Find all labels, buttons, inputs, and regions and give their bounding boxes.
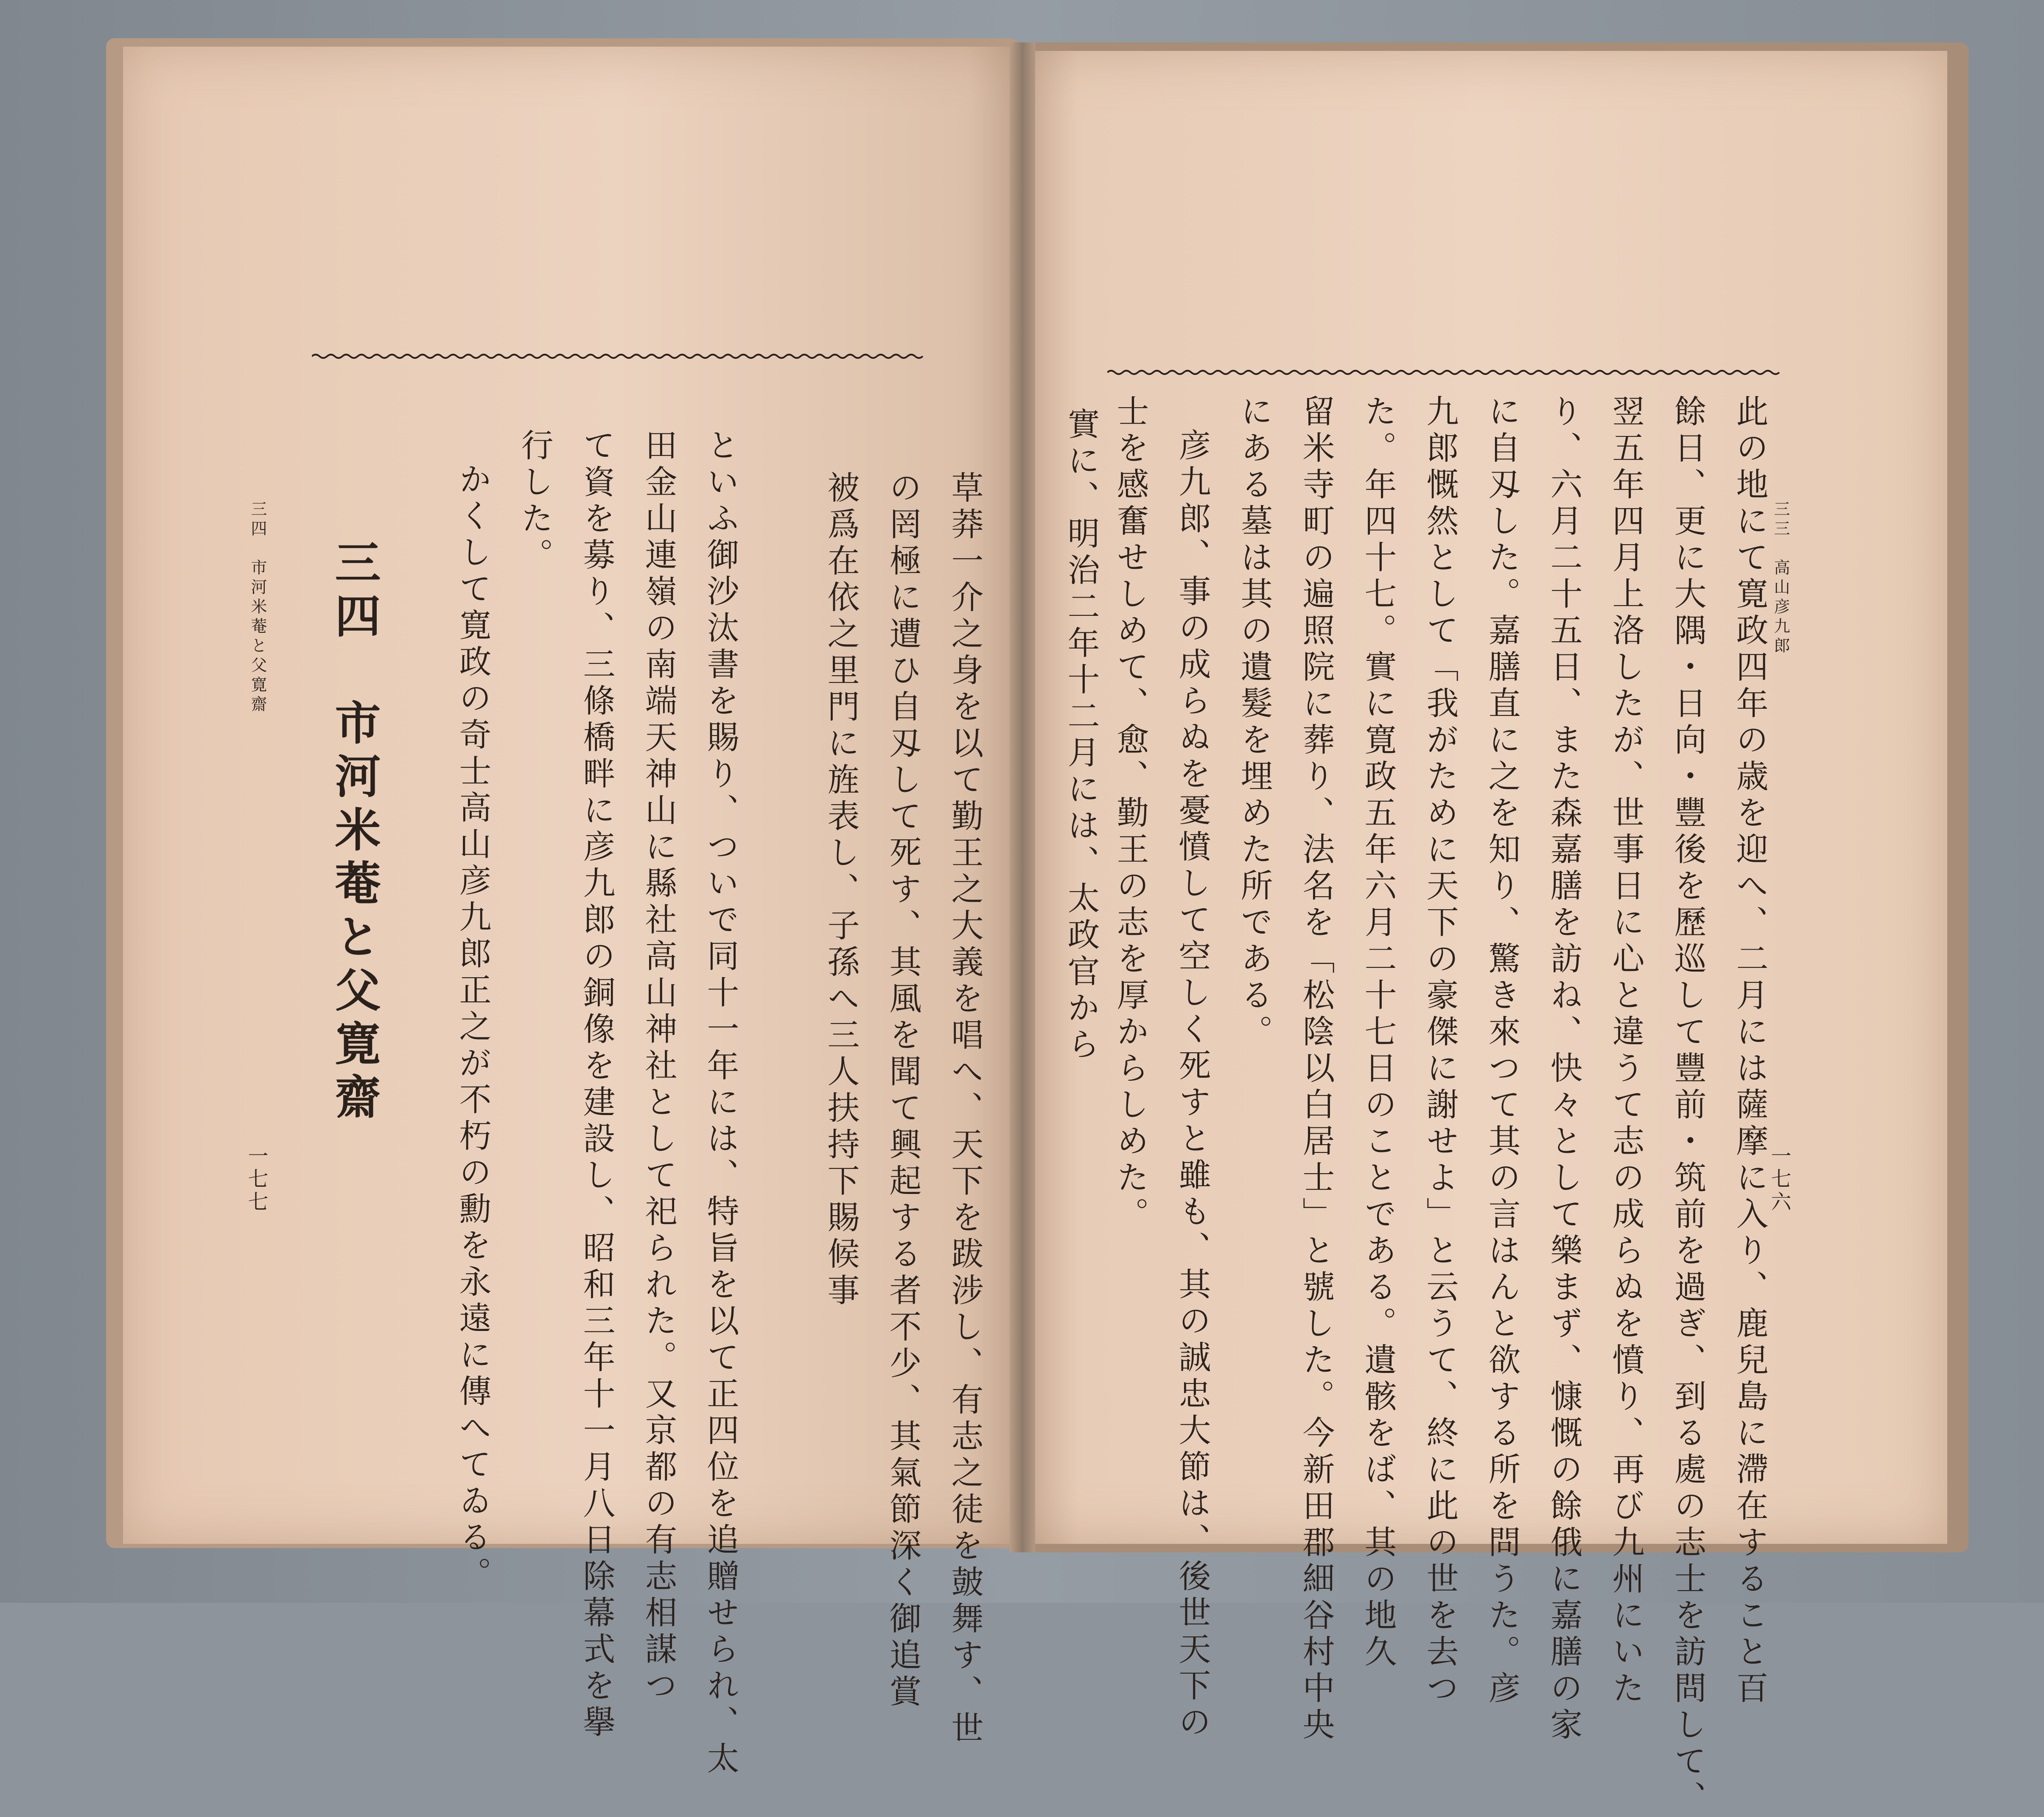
right-text-line-10: 彦九郎、事の成らぬを憂憤して空しく死すと雖も、其の誠忠大節は、後世天下の bbox=[1173, 428, 1211, 1742]
right-text-line-6: 九郎慨然として「我がために天下の豪傑に謝せよ」と云うて、終に此の世を去つ bbox=[1421, 394, 1459, 1708]
right-text-line-1: 此の地にて寛政四年の歳を迎へ、二月には薩摩に入り、鹿兒島に滯在すること百 bbox=[1731, 394, 1769, 1708]
right-text-line-8: 留米寺町の遍照院に葬り、法名を「松陰以白居士」と號した。今新田郡細谷村中央 bbox=[1297, 394, 1335, 1744]
right-page-number: 一七六 bbox=[1767, 1145, 1791, 1214]
left-page-number: 一七七 bbox=[244, 1145, 268, 1214]
right-text-line-7: た。年四十七。實に寛政五年六月二十七日のことである。遺骸をば、其の地久 bbox=[1359, 394, 1397, 1671]
right-text-line-12: 實に、明治二年十二月には、太政官から bbox=[1062, 407, 1100, 1064]
right-text-line-9: にある墓は其の遺髮を埋めた所である。 bbox=[1235, 394, 1273, 1051]
left-quote-line-1: 草莽一介之身を以て勤王之大義を唱へ、天下を跋涉し、有志之徒を皷舞す、世 bbox=[946, 471, 984, 1747]
left-body-line-4: 行した。 bbox=[516, 428, 554, 574]
right-running-header: 三三 高山彦九郎 bbox=[1771, 500, 1790, 657]
right-text-line-4: り、六月二十五日、また森嘉膳を訪ね、快々として樂まず、慷慨の餘俄に嘉膳の家 bbox=[1545, 394, 1583, 1744]
right-text-line-5: に自刄した。嘉膳直に之を知り、驚き來つて其の言はんと欲する所を問うた。彦 bbox=[1483, 394, 1521, 1708]
wavy-rule-graphic bbox=[312, 353, 927, 360]
left-running-header: 三四 市河米菴と父寛齋 bbox=[248, 500, 267, 715]
left-body-line-3: て資を募り、三條橋畔に彦九郎の銅像を建設し、昭和三年十一月八日除幕式を擧 bbox=[578, 428, 616, 1742]
right-text-line-11: 士を感奮せしめて、愈、勤王の志を厚からしめた。 bbox=[1112, 394, 1149, 1233]
left-body-line-1: といふ御沙汰書を賜り、ついで同十一年には、特旨を以て正四位を追贈せられ、太 bbox=[702, 428, 739, 1778]
right-text-line-3: 翌五年四月上洛したが、世事日に心と違うて志の成らぬを憤り、再び九州にいた bbox=[1607, 394, 1645, 1708]
left-quote-line-2: の罔極に遭ひ自刄して死す、其風を聞て興起する者不少、其氣節深く御追賞 bbox=[884, 471, 922, 1711]
book-gutter bbox=[1010, 42, 1035, 1552]
right-text-line-2: 餘日、更に大隅・日向・豐後を歷巡して豐前・筑前を過ぎ、到る處の志士を訪問して、 bbox=[1669, 394, 1707, 1817]
right-page-wavy-rule bbox=[1107, 369, 1782, 376]
left-closing-line: かくして寛政の奇士高山彦九郎正之が不朽の勳を永遠に傳へてゐる。 bbox=[454, 462, 492, 1593]
left-page-wavy-rule bbox=[312, 353, 927, 360]
left-body-line-2: 田金山連嶺の南端天神山に縣社高山神社として祀られた。又京都の有志相謀つ bbox=[640, 428, 678, 1705]
wavy-rule-graphic bbox=[1107, 369, 1782, 376]
left-quote-line-3: 被爲在依之里門に旌表し、子孫へ三人扶持下賜候事 bbox=[822, 471, 860, 1310]
section-heading: 三四 市河米菴と父寛齋 bbox=[327, 539, 381, 1127]
